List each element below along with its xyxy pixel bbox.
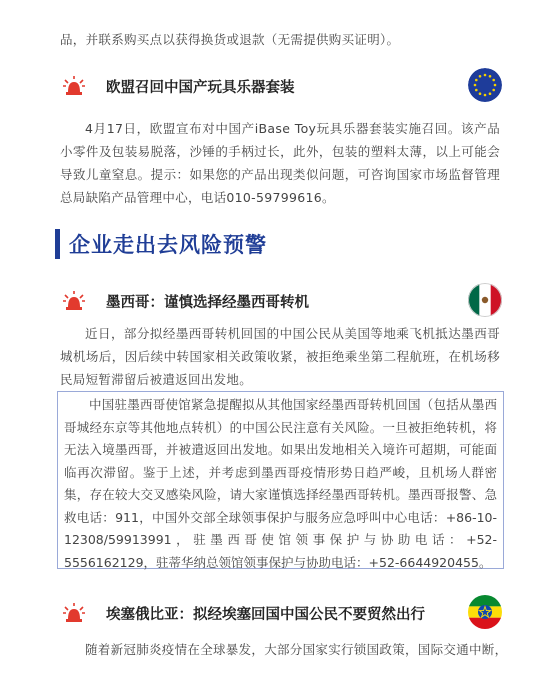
mexico-flag-icon <box>468 283 502 317</box>
section-title: 企业走出去风险预警 <box>69 233 267 257</box>
alert-body-mexico: 近日，部分拟经墨西哥转机回国的中国公民从美国等地乘飞机抵达墨西哥城机场后，因后续中转国家相关政策收紧，被拒绝乘坐第二程航班，在机场移民局短暂滞留后被遣返回出发地。 <box>60 326 500 387</box>
alert-title: 欧盟召回中国产玩具乐器套装 <box>106 80 295 96</box>
embassy-notice-text: 中国驻墨西哥使馆紧急提醒拟从其他国家经墨西哥转机回国（包括从墨西哥城经东京等其他地点转机）的中国公民注意有关风险。一旦被拒绝转机，将无法入境墨西哥，并被遣返回出发地。如果出发地相关入境许可超期，可能面临再次滞留。鉴于上述，并考虑到墨西哥疫情形势日趋严峻，且机场人群密集，存在较大交叉感染风险，请大家谨慎选择经墨西哥转机。墨西哥报警、急救电话：911，中国外交部全球领事保护与服务应急呼叫中心电话：+86-10-12308/59913991，驻墨西哥使馆领事保护与协助电话：+52-5556162129，驻蒂华纳总领馆领事保护与协助电话：+52-6644920455。 <box>64 397 497 570</box>
alert-title: 墨西哥：谨慎选择经墨西哥转机 <box>106 295 309 311</box>
alert-body-ethiopia: 随着新冠肺炎疫情在全球暴发，大部分国家实行锁国政策，国际交通中断， <box>85 642 508 657</box>
alert-body-eu-recall: 4月17日，欧盟宣布对中国产iBase Toy玩具乐器套装实施召回。该产品小零件及包装易脱落，沙锤的手柄过长，此外，包装的塑料太薄，以上可能会导致儿童窒息。提示：如果您的产品出现类似问题，可咨询国家市场监督管理总局缺陷产品管理中心，电话010-59799616。 <box>60 121 500 205</box>
alarm-icon <box>62 289 86 311</box>
embassy-notice-box <box>57 391 504 569</box>
eu-flag-icon <box>468 68 502 102</box>
ethiopia-flag-icon <box>468 595 502 629</box>
alarm-icon <box>62 74 86 96</box>
alert-title: 埃塞俄比亚：拟经埃塞回国中国公民不要贸然出行 <box>106 607 425 623</box>
section-heading <box>55 226 500 262</box>
alarm-icon <box>62 601 86 623</box>
paragraph-top-fragment: 品，并联系购买点以获得换货或退款（无需提供购买证明）。 <box>60 32 400 47</box>
alert-header-ethiopia <box>62 595 502 635</box>
alert-header-mexico <box>62 283 502 323</box>
section-accent-bar <box>55 229 60 259</box>
alert-header-eu-recall <box>62 68 502 108</box>
